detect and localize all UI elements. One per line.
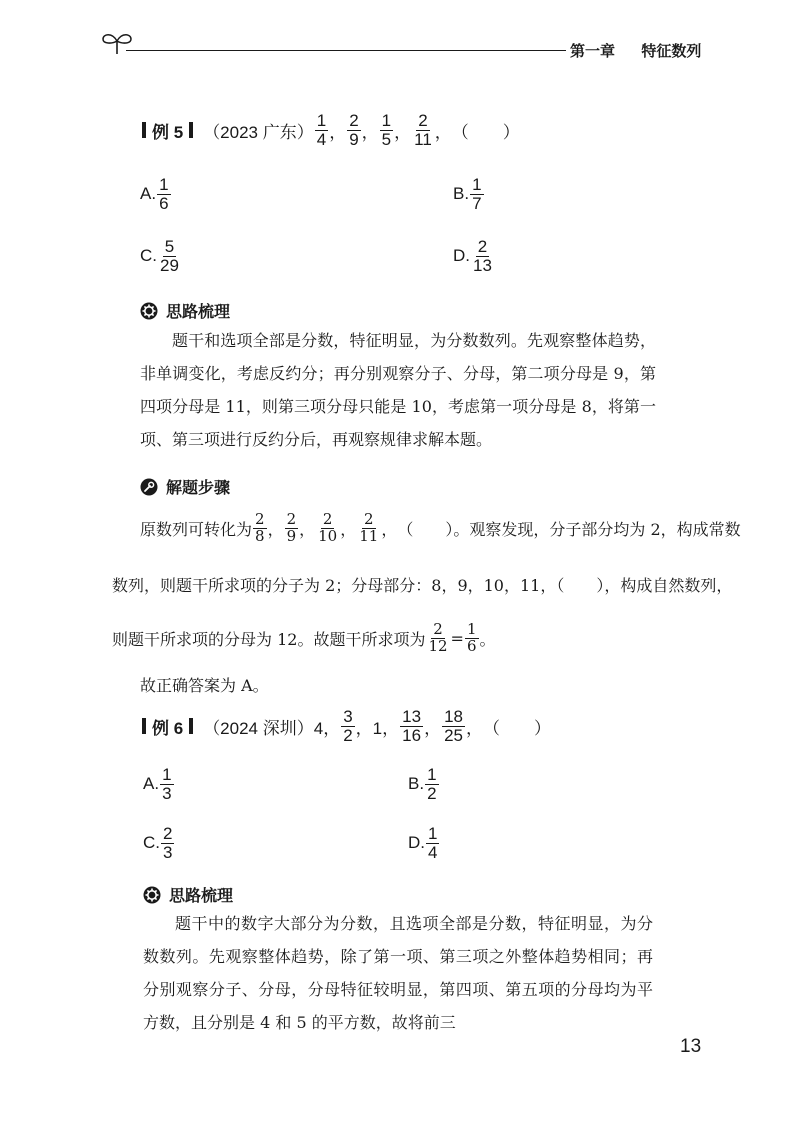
example-6-idea-text: 题干中的数字大部分为分数，且选项全部是分数，特征明显，为分数数列。先观察整体趋势，除了第一项、第三项之外整体趋势相同；再分别观察分子、分母，分母特征较明显，第四项、第五项的分母均为平方数，且分别是 4 和 5 的平方数，故将前三 <box>143 914 653 1032</box>
example-5-option-d: D. $\frac{2}{13}$ <box>453 237 492 275</box>
example-6-option-a: A. $\frac{1}{3}$ <box>143 765 172 803</box>
example-6-source: （2024 深圳） <box>203 718 314 738</box>
example-5-option-b: B. $\frac{1}{7}$ <box>453 175 482 213</box>
example-6-idea-heading: 思路梳理 <box>143 883 233 906</box>
example-5-steps-heading: 解题步骤 <box>140 475 230 498</box>
sequence-term: $\frac{13}{16}$ <box>402 707 422 745</box>
example-6-option-b: B. $\frac{1}{2}$ <box>408 765 437 803</box>
answer-blank: （ ） <box>482 718 551 739</box>
answer-line: 故正确答案为 A。 <box>140 676 269 695</box>
example-5-source: （2023 广东） <box>203 122 314 142</box>
example-5-tag: 例 5 <box>142 118 193 143</box>
example-6-option-d: D. $\frac{1}{4}$ <box>408 824 438 862</box>
page-number: 13 <box>680 1036 702 1057</box>
steps-line-2: 数列，则题干所求项的分子为 2；分母部分：8，9，10，11，（ ），构成自然数列， <box>112 576 733 595</box>
example-5-question: 例 5 （2023 广东） $\frac{1}{4}$ ， $\frac{2}{9}$ ， $\frac{1}{5}$ ， $\frac{2}{11}$ ， （ ） <box>142 112 520 149</box>
example-5-option-c: C. $\frac{5}{29}$ <box>140 237 179 275</box>
gear-icon <box>143 886 161 904</box>
steps-line-3: 则题干所求项的分母为 12。故题干所求项为 $\frac{2}{12}$ = $\frac{1}{6}$ 。 <box>112 620 496 655</box>
header-chapter-title: 特征数列 <box>641 43 702 60</box>
gear-icon <box>140 302 158 320</box>
wrench-icon <box>140 478 158 496</box>
running-header <box>100 28 710 68</box>
example-6-option-c: C. $\frac{2}{3}$ <box>143 824 173 862</box>
steps-line-1: 原数列可转化为 $\frac{2}{8}$ ， $\frac{2}{9}$ ， $\frac{2}{10}$ ， $\frac{2}{11}$ ， （ ）。观察发现，分子部分均为 2，构成常数 <box>140 510 741 545</box>
sequence-term: $\frac{2}{11}$ <box>414 111 432 149</box>
header-title <box>570 40 701 61</box>
sequence-term: $\frac{1}{4}$ <box>316 111 327 149</box>
sequence-term: $\frac{3}{2}$ <box>343 707 353 745</box>
example-6-question: 例 6 （2024 深圳） 4， $\frac{3}{2}$ ，1， $\frac{13}{16}$ ， $\frac{18}{25}$ ， （ ） <box>142 708 551 745</box>
sequence-term: $\frac{18}{25}$ <box>444 707 463 745</box>
example-6-tag: 例 6 <box>142 714 193 739</box>
example-5-option-a: A. $\frac{1}{6}$ <box>140 175 169 213</box>
example-5-idea-heading: 思路梳理 <box>140 299 230 322</box>
header-rule <box>126 50 566 51</box>
header-chapter: 第一章 <box>570 43 616 60</box>
sequence-term: $\frac{2}{9}$ <box>349 111 359 149</box>
sequence-term: $\frac{1}{5}$ <box>381 111 392 149</box>
answer-blank: （ ） <box>451 122 520 143</box>
example-5-idea-text: 题干和选项全部是分数，特征明显，为分数数列。先观察整体趋势，非单调变化，考虑反约分；再分别观察分子、分母，第二项分母是 9，第四项分母是 11，则第三项分母只能是 10，考虑第一项分母是 8，将第一项、第三项进行反约分后，再观察规律求解本题。 <box>140 331 656 449</box>
sprout-icon <box>100 30 134 56</box>
